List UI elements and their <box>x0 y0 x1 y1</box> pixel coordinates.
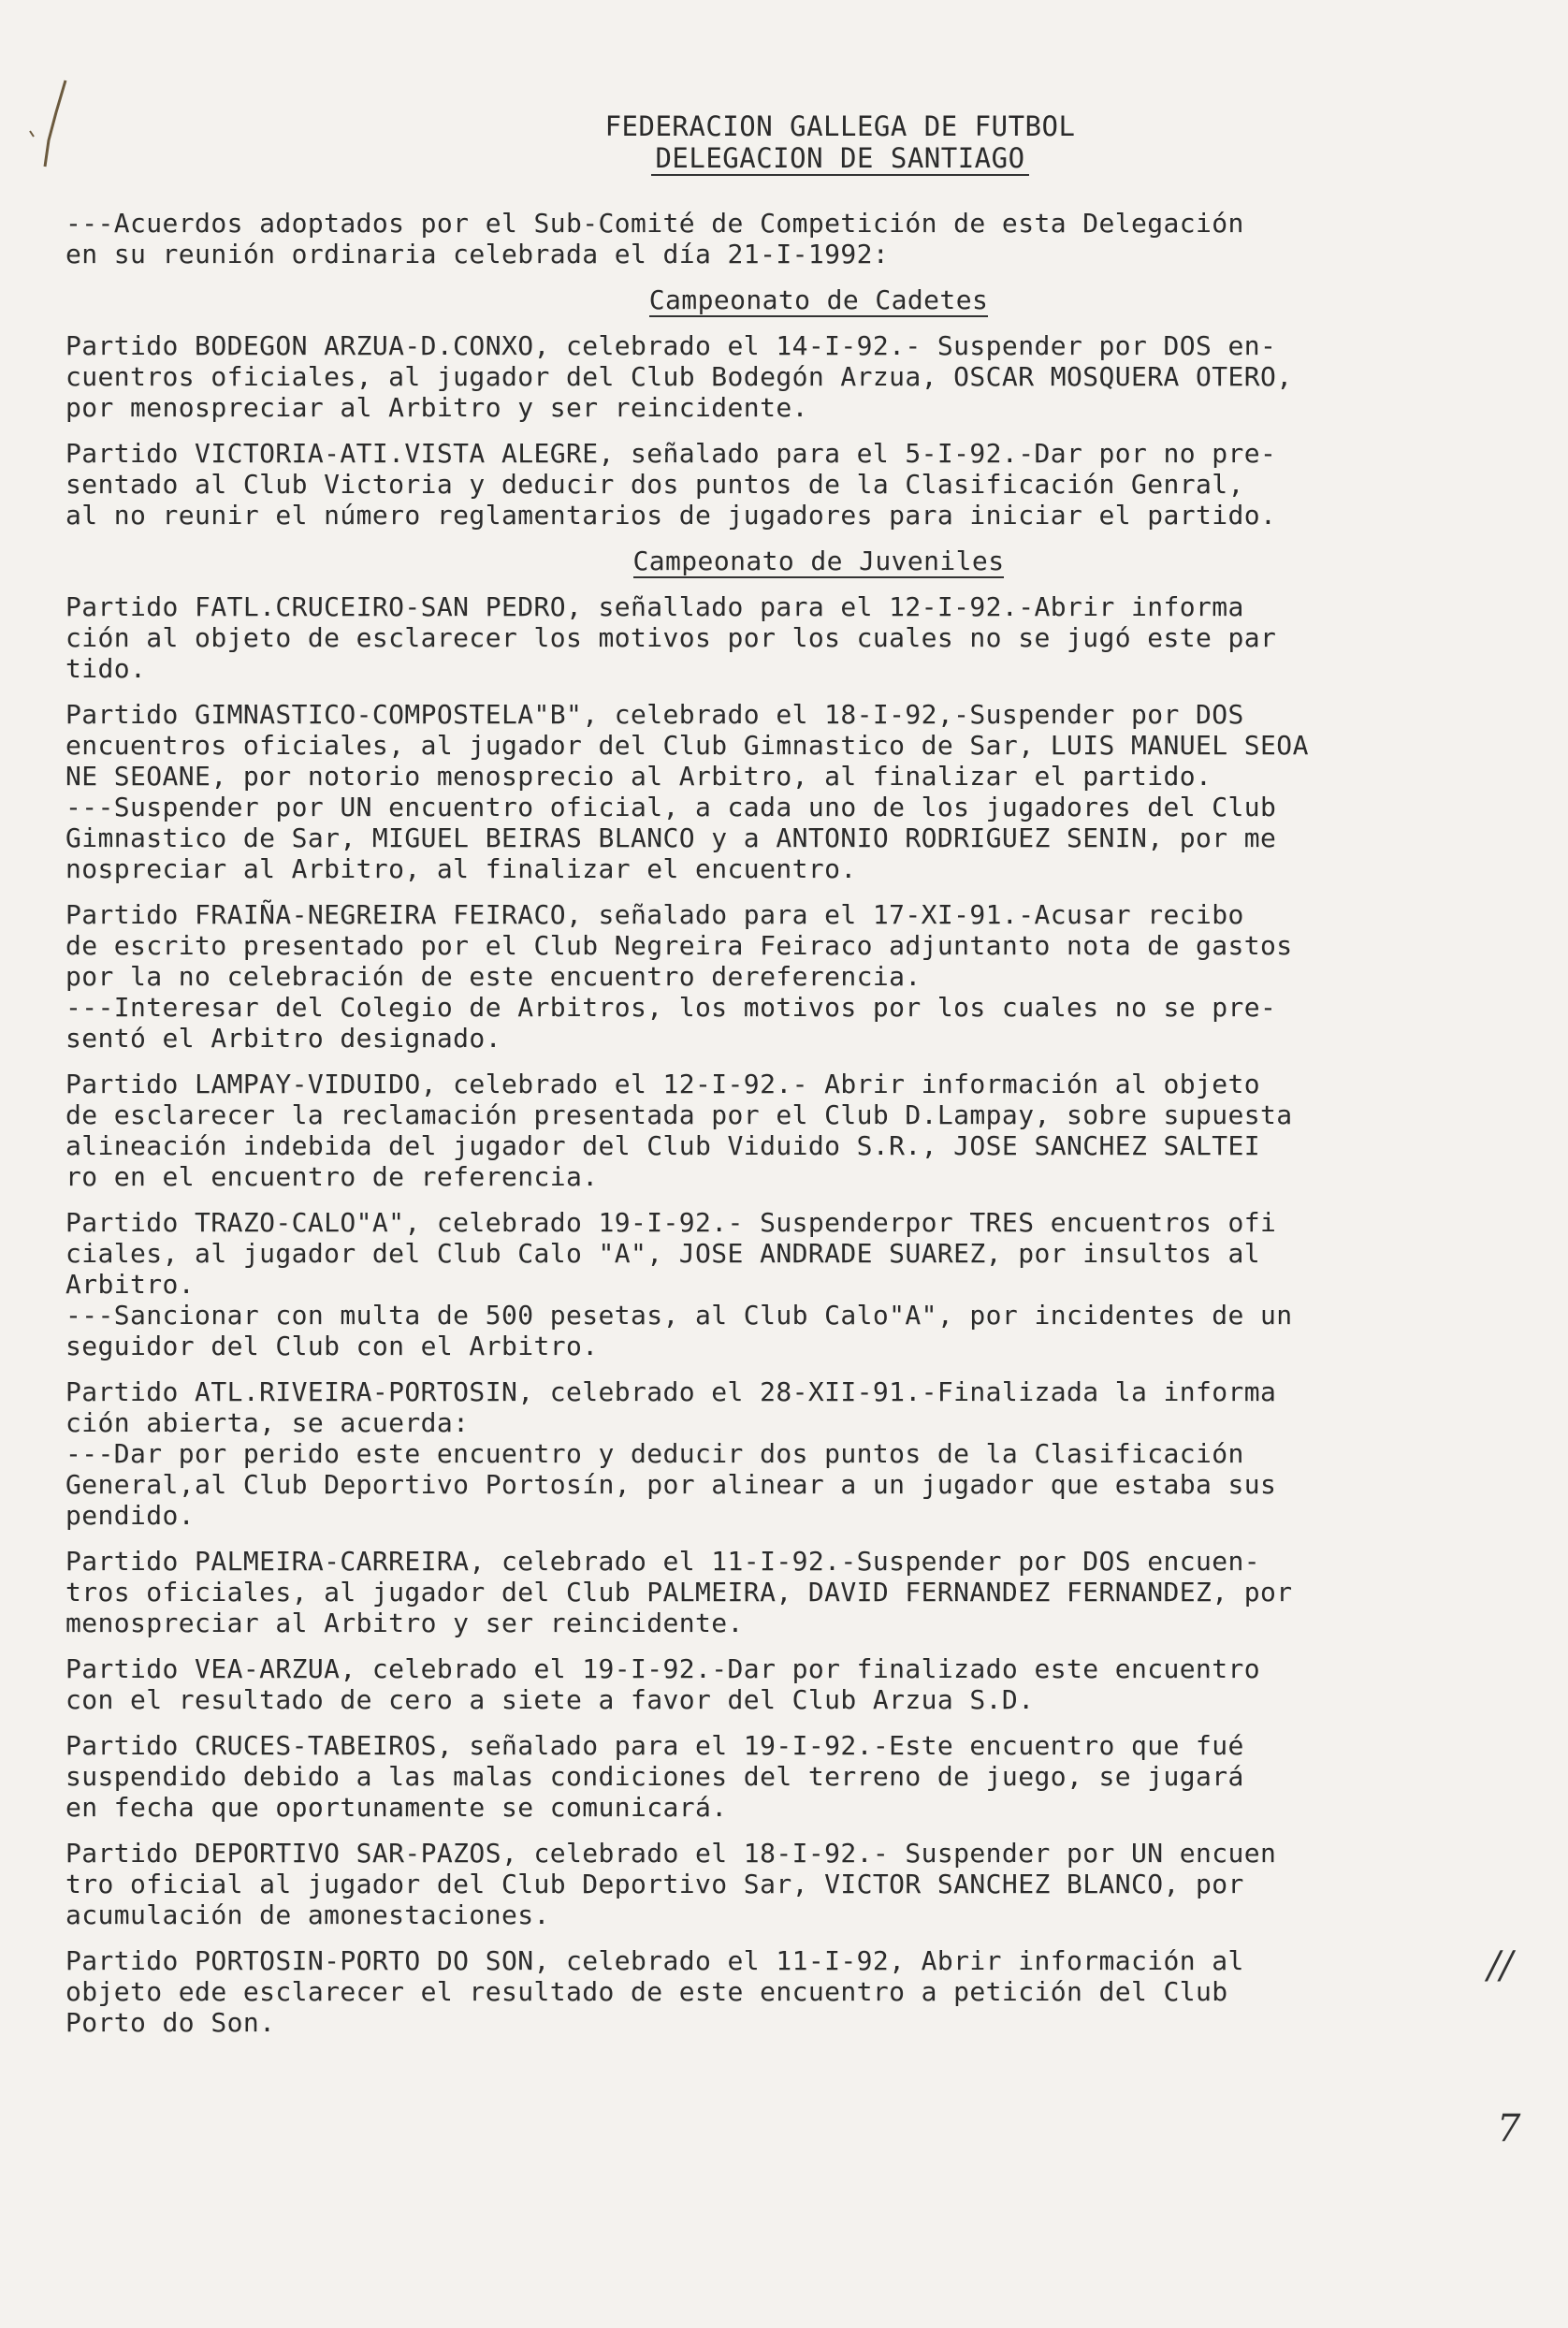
intro-paragraph: ---Acuerdos adoptados por el Sub-Comité de Competición de esta Delegación en su reunión ordinaria celebrada el día 21-I-1992: <box>65 208 1244 269</box>
juveniles-paragraph-6: Partido ATL.RIVEIRA-PORTOSIN, celebrado el 28-XII-91.-Finalizada la informa ción abierta, se acuerda: ---Dar por perido este encuentro y deducir dos puntos de la Clasificación General,al Club Deportivo Portosín, por alinear a un jugador que estaba sus pendido. <box>65 1376 1277 1531</box>
juveniles-paragraph-3: Partido FRAIÑA-NEGREIRA FEIRACO, señalado para el 17-XI-91.-Acusar recibo de escrito presentado por el Club Negreira Feiraco adjuntanto nota de gastos por la no celebración de este encuentro dereferencia. ---Interesar del Colegio de Arbitros, los motivos por los cuales no se pre- sentó el Arbitro designado. <box>65 899 1293 1054</box>
page-number: 7 <box>1497 2107 1521 2150</box>
juveniles-paragraph-10: Partido DEPORTIVO SAR-PAZOS, celebrado el 18-I-92.- Suspender por UN encuen tro oficial al jugador del Club Deportivo Sar, VICTOR SANCHEZ BLANCO, por acumulación de amonestaciones. <box>65 1838 1277 1930</box>
juveniles-paragraph-8: Partido VEA-ARZUA, celebrado el 19-I-92.-Dar por finalizado este encuentro con el resultado de cero a siete a favor del Club Arzua S.D. <box>65 1653 1261 1715</box>
juveniles-paragraph-9: Partido CRUCES-TABEIROS, señalado para el 19-I-92.-Este encuentro que fué suspendido debido a las malas condiciones del terreno de juego, se jugará en fecha que oportunamente se comunicará. <box>65 1730 1244 1823</box>
section-title-juveniles: Campeonato de Juveniles <box>632 546 1005 576</box>
juveniles-paragraph-11: Partido PORTOSIN-PORTO DO SON, celebrado el 11-I-92, Abrir información al objeto ede esclarecer el resultado de este encuentro a petición del Club Porto do Son. <box>65 1945 1244 2038</box>
juveniles-paragraph-2: Partido GIMNASTICO-COMPOSTELA"B", celebrado el 18-I-92,-Suspender por DOS encuentros oficiales, al jugador del Club Gimnastico de Sar, LUIS MANUEL SEOA NE SEOANE, por notorio menosprecio al Arbitro, al finalizar el partido. ---Suspender por UN encuentro oficial, a cada uno de los jugadores del Club Gimnastico de Sar, MIGUEL BEIRAS BLANCO y a ANTONIO RODRIGUEZ SENIN, por me nospreciar al Arbitro, al finalizar el encuentro. <box>65 699 1309 884</box>
delegation-subtitle: DELEGACION DE SANTIAGO <box>0 142 1568 174</box>
federation-title: FEDERACION GALLEGA DE FUTBOL <box>604 110 1076 142</box>
juveniles-paragraph-7: Partido PALMEIRA-CARREIRA, celebrado el 11-I-92.-Suspender por DOS encuen- tros oficiales, al jugador del Club PALMEIRA, DAVID FERNANDEZ FERNANDEZ, por menospreciar al Arbitro y ser reincidente. <box>65 1546 1293 1638</box>
cadetes-paragraph-1: Partido BODEGON ARZUA-D.CONXO, celebrado el 14-I-92.- Suspender por DOS en- cuentros oficiales, al jugador del Club Bodegón Arzua, OSCAR MOSQUERA OTERO, por menospreciar al Arbitro y ser reincidente. <box>65 330 1293 423</box>
letterhead <box>0 110 1568 174</box>
cadetes-paragraph-2: Partido VICTORIA-ATI.VISTA ALEGRE, señalado para el 5-I-92.-Dar por no pre- sentado al Club Victoria y deducir dos puntos de la Clasificación Genral, al no reunir el número reglamentarios de jugadores para iniciar el partido. <box>65 438 1277 531</box>
section-title-cadetes: Campeonato de Cadetes <box>648 284 989 315</box>
document-body <box>65 208 1534 2053</box>
juveniles-paragraph-5: Partido TRAZO-CALO"A", celebrado 19-I-92.- Suspenderpor TRES encuentros ofi ciales, al jugador del Club Calo "A", JOSE ANDRADE SUAREZ, por insultos al Arbitro. ---Sancionar con multa de 500 pesetas, al Club Calo"A", por incidentes de un seguidor del Club con el Arbitro. <box>65 1207 1293 1361</box>
juveniles-paragraph-1: Partido FATL.CRUCEIRO-SAN PEDRO, señallado para el 12-I-92.-Abrir informa ción al objeto de esclarecer los motivos por los cuales no se jugó este par tido. <box>65 591 1277 684</box>
continuation-mark: // <box>1488 1944 1513 1987</box>
juveniles-paragraph-4: Partido LAMPAY-VIDUIDO, celebrado el 12-I-92.- Abrir información al objeto de esclarecer la reclamación presentada por el Club D.Lampay, sobre supuesta alineación indebida del jugador del Club Viduido S.R., JOSE SANCHEZ SALTEI ro en el encuentro de referencia. <box>65 1069 1293 1192</box>
